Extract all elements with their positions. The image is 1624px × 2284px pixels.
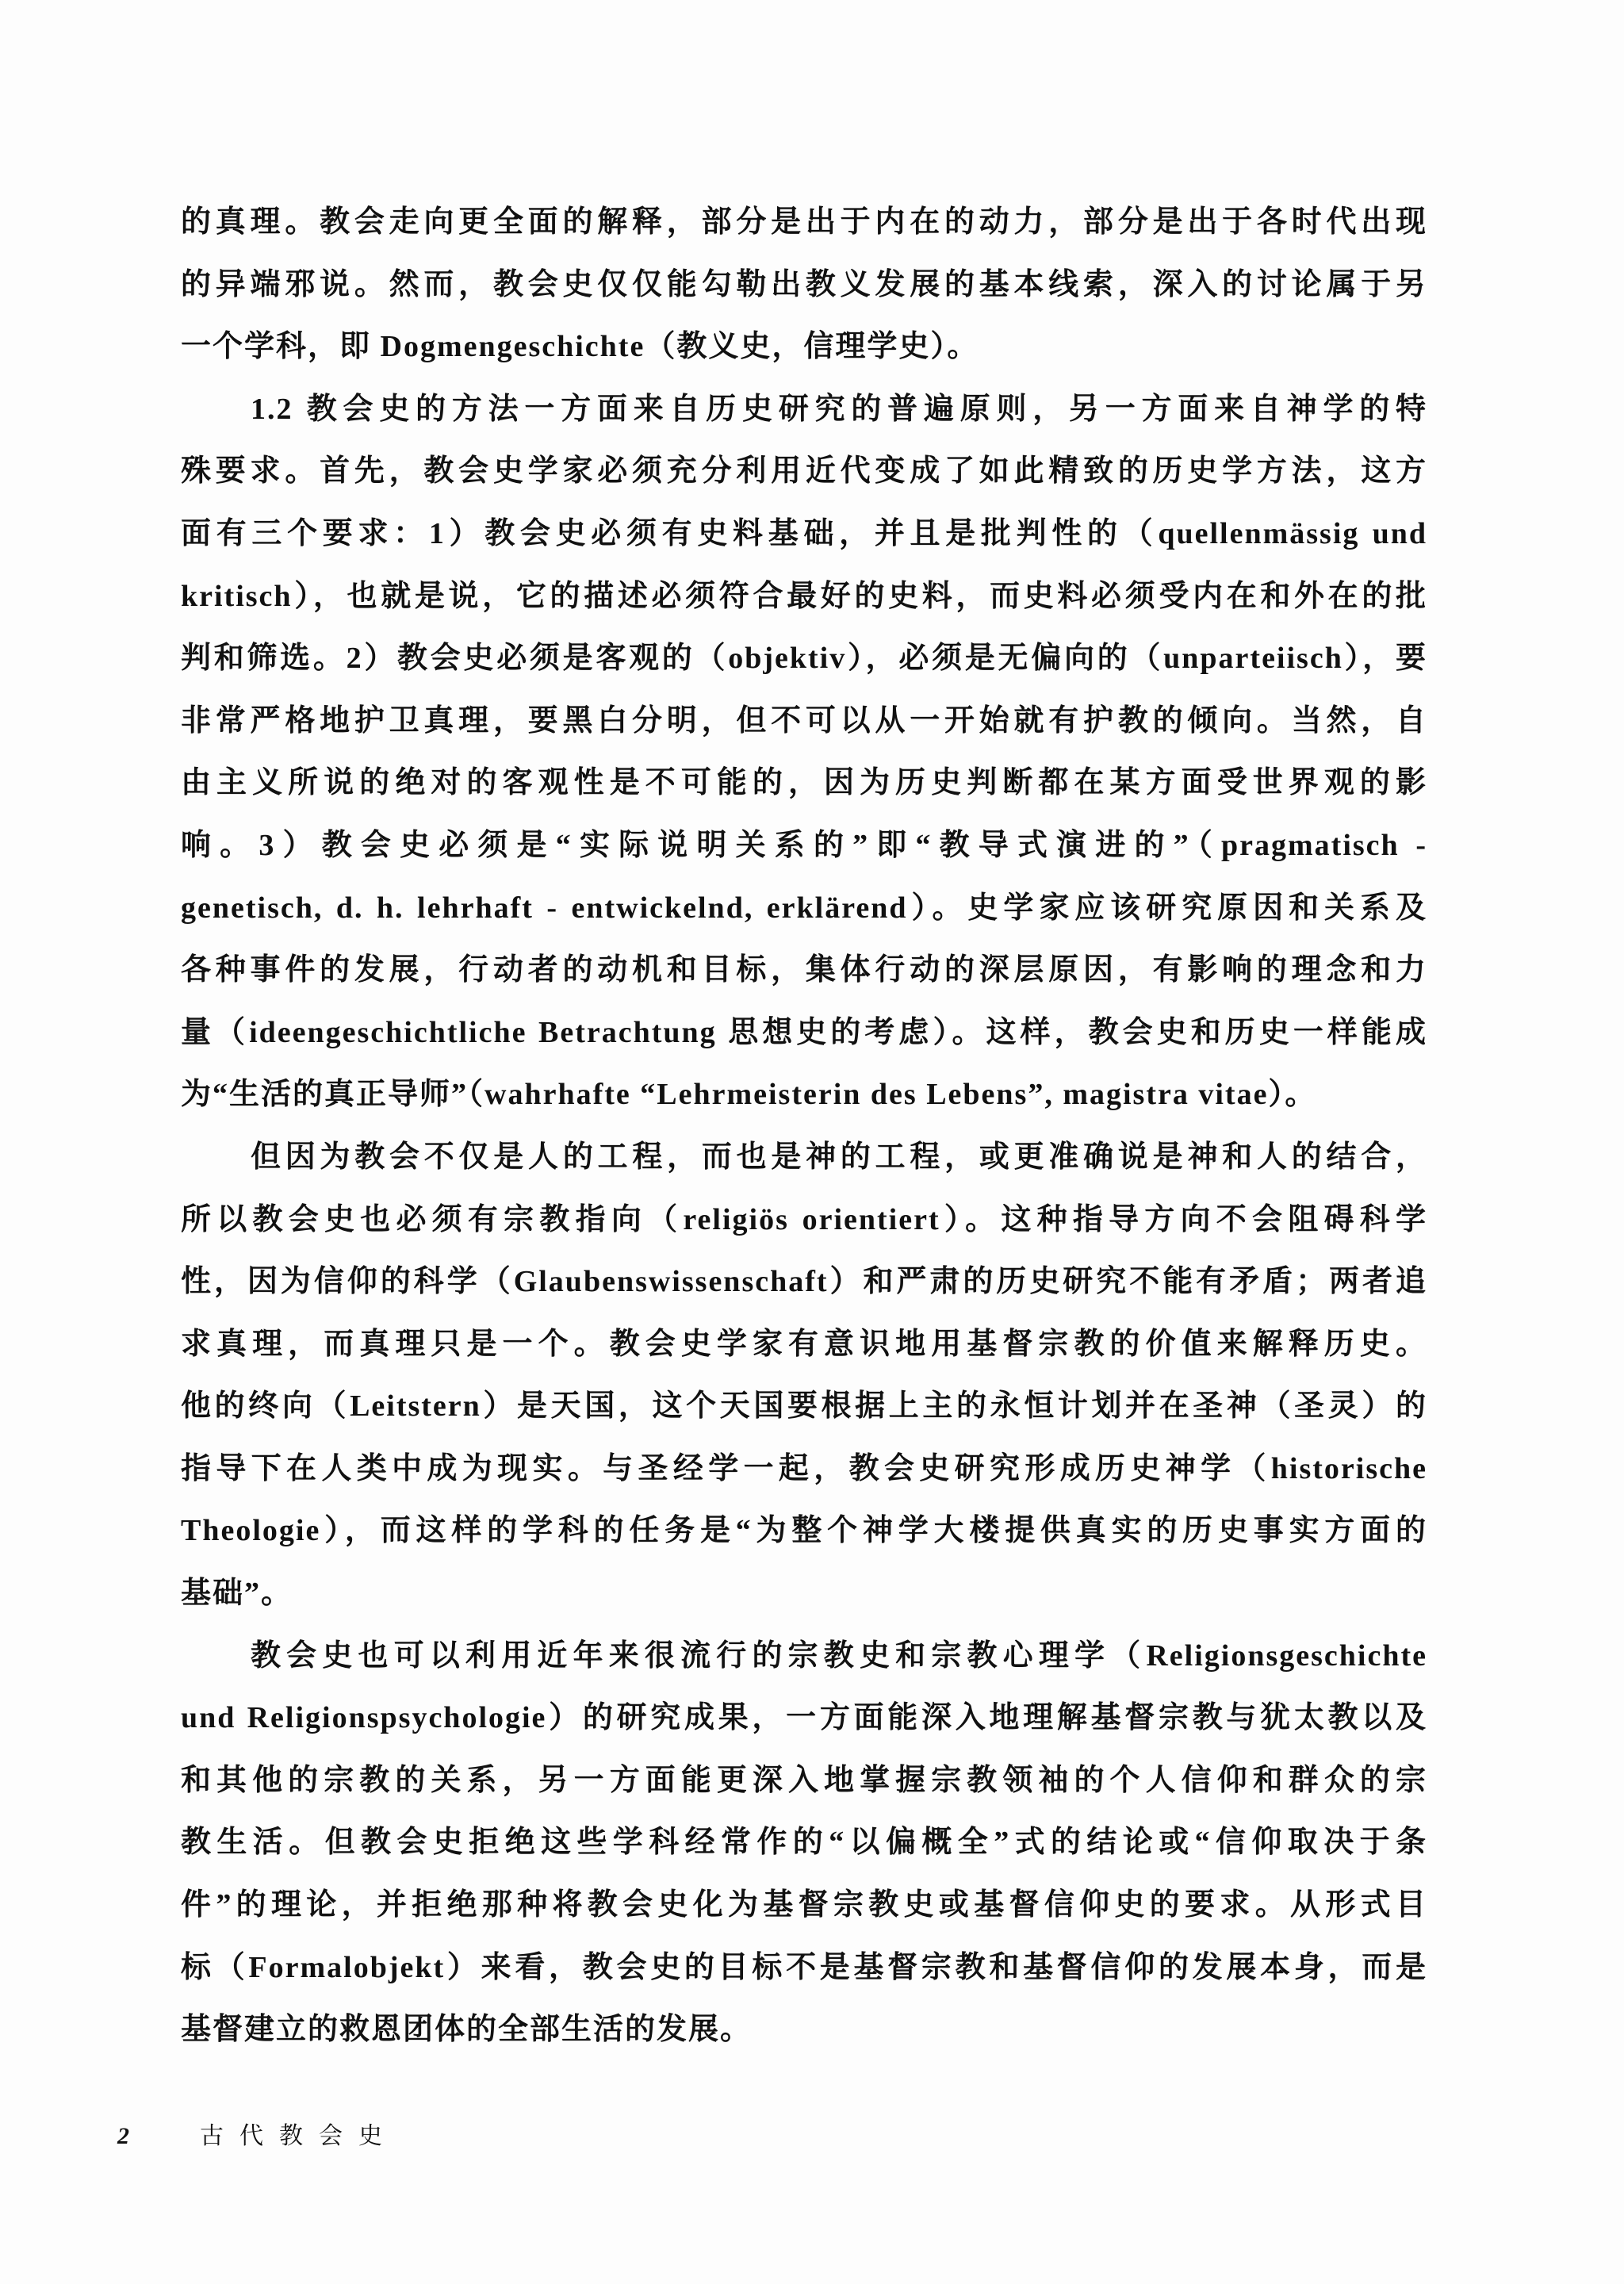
text-line: 判和筛选。2）教会史必须是客观的（objektiv），必须是无偏向的（unparteiisch），要 — [181, 642, 1427, 676]
body-text — [181, 191, 1427, 2061]
text-line: 响。3）教会史必须是“实际说明关系的”即“教导式演进的”（pragmatisch - — [181, 828, 1427, 862]
paragraph-section-1-2 — [181, 378, 1427, 1126]
text-line: kritisch），也就是说，它的描述必须符合最好的史料，而史料必须受内在和外在的批 — [181, 579, 1427, 613]
text-line: 殊要求。首先，教会史学家必须充分利用近代变成了如此精致的历史学方法，这方 — [181, 454, 1427, 489]
text-line: 面有三个要求：1）教会史必须有史料基础，并且是批判性的（quellenmässig und — [181, 516, 1427, 550]
text-line: 各种事件的发展，行动者的动机和目标，集体行动的深层原因，有影响的理念和力 — [181, 953, 1427, 987]
text-line: 标（Formalobjekt）来看，教会史的目标不是基督宗教和基督信仰的发展本身，而是 — [181, 1950, 1427, 1984]
running-title: 古代教会史 — [200, 2122, 398, 2150]
paragraph-continued — [181, 191, 1427, 378]
text-line: Theologie），而这样的学科的任务是“为整个神学大楼提供真实的历史事实方面的 — [181, 1514, 1427, 1548]
page-number: 2 — [117, 2123, 129, 2149]
text-line: 件”的理论，并拒绝那种将教会史化为基督宗教史或基督信仰史的要求。从形式目 — [181, 1888, 1427, 1922]
text-line: 为“生活的真正导师”（wahrhafte “Lehrmeisterin des Lebens”, magistra vitae）。 — [181, 1078, 1317, 1112]
text-line: 基督建立的救恩团体的全部生活的发展。 — [181, 2013, 753, 2047]
text-line: 1.2 教会史的方法一方面来自历史研究的普遍原则，另一方面来自神学的特 — [251, 392, 1427, 426]
text-line: 量（ideengeschichtliche Betrachtung 思想史的考虑）。这样，教会史和历史一样能成 — [181, 1015, 1427, 1049]
paragraph-religious-orientation — [181, 1126, 1427, 1625]
text-line: 教会史也可以利用近年来很流行的宗教史和宗教心理学（Religionsgeschichte — [251, 1638, 1427, 1673]
text-line: 基础”。 — [181, 1577, 293, 1611]
text-line: 一个学科，即 Dogmengeschichte（教义史，信理学史）。 — [181, 330, 979, 364]
paragraph-religious-studies — [181, 1625, 1427, 2061]
text-line: genetisch, d. h. lehrhaft - entwickelnd, erklärend）。史学家应该研究原因和关系及 — [181, 891, 1427, 925]
text-line: 性，因为信仰的科学（Glaubenswissenschaft）和严肃的历史研究不能有矛盾；两者追 — [181, 1265, 1427, 1299]
text-line: und Religionspsychologie）的研究成果，一方面能深入地理解基督宗教与犹太教以及 — [181, 1701, 1427, 1735]
text-line: 的异端邪说。然而，教会史仅仅能勾勒出教义发展的基本线索，深入的讨论属于另 — [181, 267, 1427, 301]
text-line: 但因为教会不仅是人的工程，而也是神的工程，或更准确说是神和人的结合， — [251, 1140, 1427, 1174]
text-line: 的真理。教会走向更全面的解释，部分是出于内在的动力，部分是出于各时代出现 — [181, 205, 1427, 239]
text-line: 教生活。但教会史拒绝这些学科经常作的“以偏概全”式的结论或“信仰取决于条 — [181, 1826, 1427, 1860]
text-line: 指导下在人类中成为现实。与圣经学一起，教会史研究形成历史神学（historische — [181, 1451, 1427, 1485]
text-line: 所以教会史也必须有宗教指向（religiös orientiert）。这种指导方向不会阻碍科学 — [181, 1202, 1427, 1236]
text-line: 他的终向（Leitstern）是天国，这个天国要根据上主的永恒计划并在圣神（圣灵）的 — [181, 1389, 1427, 1424]
text-line: 非常严格地护卫真理，要黑白分明，但不可以从一开始就有护教的倾向。当然，自 — [181, 703, 1427, 738]
text-line: 求真理，而真理只是一个。教会史学家有意识地用基督宗教的价值来解释历史。 — [181, 1327, 1427, 1361]
text-line: 和其他的宗教的关系，另一方面能更深入地掌握宗教领袖的个人信仰和群众的宗 — [181, 1763, 1427, 1797]
text-line: 由主义所说的绝对的客观性是不可能的，因为历史判断都在某方面受世界观的影 — [181, 766, 1427, 800]
page-footer — [0, 2119, 1624, 2154]
